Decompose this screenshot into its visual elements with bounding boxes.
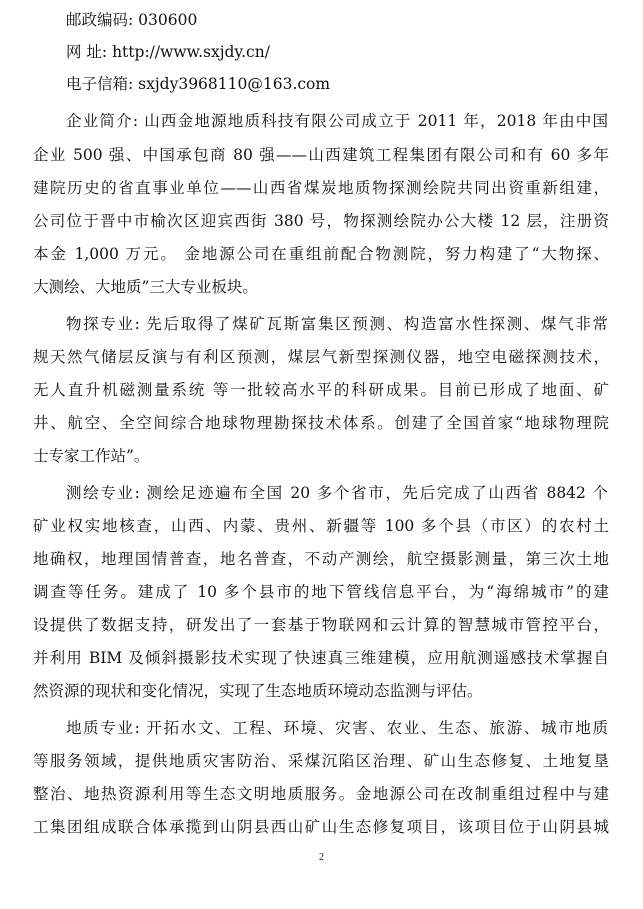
geophysics-line-4: 井、航空、全空间综合地球物理勘探技术体系。创建了全国首家“地球物理院	[33, 414, 609, 432]
surveying-line-3: 地确权，地理国情普查，地名普查，不动产测绘，航空摄影测量，第三次土地	[33, 550, 609, 568]
postal-code-line: 邮政编码: 030600	[66, 11, 198, 29]
geophysics-line-5: 士专家工作站”。	[33, 447, 150, 465]
company-intro-line-6: 大测绘、大地质”三大专业板块。	[33, 278, 258, 296]
surveying-line-1: 测绘专业: 测绘足迹遍布全国 20 多个省市，先后完成了山西省 8842 个	[66, 484, 608, 502]
company-intro-line-1: 企业简介: 山西金地源地质科技有限公司成立于 2011 年，2018 年由中国	[66, 112, 608, 130]
surveying-line-7: 然资源的现状和变化情况，实现了生态地质环境动态监测与评估。	[33, 682, 483, 700]
geology-line-1: 地质专业: 开拓水文、工程、环境、灾害、农业、生态、旅游、城市地质	[66, 719, 608, 737]
company-intro-line-2: 企业 500 强、中国承包商 80 强——山西建筑工程集团有限公司和有 60 多年	[33, 146, 609, 164]
company-intro-line-3: 建院历史的省直事业单位——山西省煤炭地质物探测绘院共同出资重新组建，	[33, 179, 609, 197]
company-intro-line-5: 本金 1,000 万元。 金地源公司在重组前配合物测院，努力构建了“大物探、	[33, 245, 609, 263]
geology-line-2: 等服务领域，提供地质灾害防治、采煤沉陷区治理、矿山生态修复、土地复垦	[33, 752, 609, 770]
email-line: 电子信箱: sxjdy3968110@163.com	[66, 75, 331, 93]
website-line: 网 址: http://www.sxjdy.cn/	[66, 43, 270, 61]
geology-line-3: 整治、地热资源利用等生态文明地质服务。金地源公司在改制重组过程中与建	[33, 785, 609, 803]
company-intro-line-4: 公司位于晋中市榆次区迎宾西街 380 号，物探测绘院办公大楼 12 层，注册资	[33, 212, 609, 230]
geophysics-line-2: 规天然气储层反演与有利区预测，煤层气新型探测仪器，地空电磁探测技术，	[33, 348, 609, 366]
surveying-line-4: 调查等任务。建成了 10 多个县市的地下管线信息平台，为“海绵城市”的建	[33, 583, 609, 601]
surveying-line-5: 设提供了数据支持，研发出了一套基于物联网和云计算的智慧城市管控平台，	[33, 616, 609, 634]
page-number: 2	[319, 852, 324, 863]
surveying-line-2: 矿业权实地核查，山西、内蒙、贵州、新疆等 100 多个县（市区）的农村土	[33, 517, 609, 535]
geophysics-line-1: 物探专业: 先后取得了煤矿瓦斯富集区预测、构造富水性探测、煤气非常	[66, 315, 608, 333]
geophysics-line-3: 无人直升机磁测量系统 等一批较高水平的科研成果。目前已形成了地面、矿	[33, 381, 609, 399]
surveying-line-6: 并利用 BIM 及倾斜摄影技术实现了快速真三维建模，应用航测遥感技术掌握自	[33, 649, 609, 667]
geology-line-4: 工集团组成联合体承揽到山阴县西山矿山生态修复项目，该项目位于山阴县城	[33, 818, 609, 836]
